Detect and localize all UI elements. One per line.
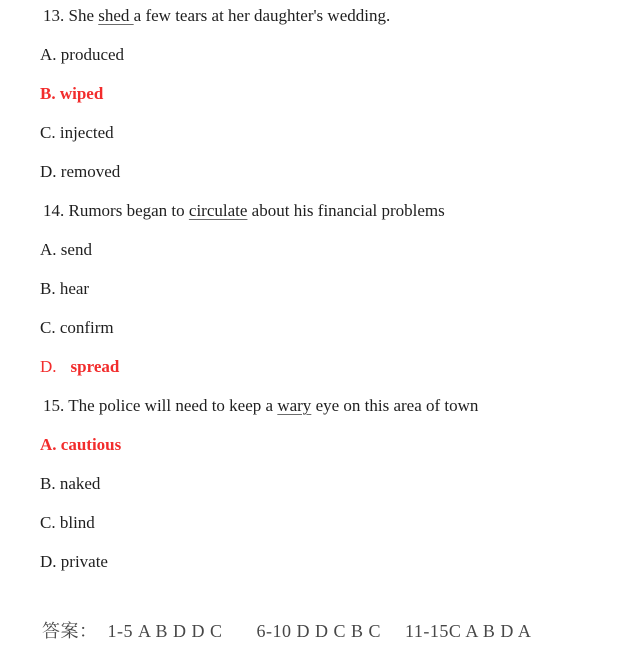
question-13-stem [0, 0, 620, 35]
option-text: send [60, 240, 92, 259]
option-text: cautious [60, 435, 122, 454]
question-15-option-b [0, 464, 620, 503]
option-text: naked [59, 474, 101, 493]
option-text: private [60, 552, 108, 571]
question-14-text-after: about his financial problems [247, 201, 445, 220]
question-13-underlined-word: shed [98, 6, 134, 25]
answer-key-group-6-10: 6-10 D D C B C [256, 621, 382, 641]
question-15-stem [0, 386, 620, 425]
option-text: wiped [59, 84, 104, 103]
question-15-option-d [0, 542, 620, 581]
question-13-number: 13. [43, 6, 69, 25]
answer-key-group-11-15: 11-15C A B D A [405, 621, 532, 641]
question-14-option-a [0, 230, 620, 269]
question-14-stem [0, 191, 620, 230]
question-13-text-after: a few tears at her daughter's wedding. [133, 6, 391, 25]
option-label: C. [40, 513, 60, 532]
option-text: removed [60, 162, 121, 181]
option-label: B. [40, 84, 60, 103]
option-text: spread [70, 357, 120, 376]
option-text: injected [59, 123, 114, 142]
question-14-text-before: Rumors began to [68, 201, 189, 220]
question-13-text-before: She [68, 6, 99, 25]
option-text: produced [60, 45, 125, 64]
question-13-option-b-correct [0, 74, 620, 113]
question-15-option-c [0, 503, 620, 542]
option-label: C. [40, 318, 60, 337]
option-label: C. [40, 123, 60, 142]
question-15-text-before: The police will need to keep a [68, 396, 278, 415]
question-14-number: 14. [43, 201, 69, 220]
question-15-underlined-word: wary [277, 396, 312, 415]
question-15-number: 15. [43, 396, 69, 415]
question-14-option-b [0, 269, 620, 308]
answer-key-label: 答案： [42, 621, 98, 641]
question-13-option-d [0, 152, 620, 191]
question-15-text-after: eye on this area of town [311, 396, 479, 415]
answer-key-line [0, 617, 620, 645]
option-label: A. [40, 240, 61, 259]
question-13-option-c [0, 113, 620, 152]
option-text: confirm [59, 318, 114, 337]
question-15-option-a-correct [0, 425, 620, 464]
option-label: D. [40, 357, 57, 376]
option-text: blind [59, 513, 95, 532]
question-14-option-d-correct [0, 347, 620, 386]
option-label: A. [40, 435, 61, 454]
question-14-underlined-word: circulate [188, 201, 248, 220]
option-label: D. [40, 552, 61, 571]
answer-key-group-1-5: 1-5 A B D D C [107, 621, 223, 641]
option-label: D. [40, 162, 61, 181]
question-13-option-a [0, 35, 620, 74]
option-text: hear [59, 279, 90, 298]
option-label: B. [40, 474, 60, 493]
option-label: B. [40, 279, 60, 298]
option-label: A. [40, 45, 61, 64]
question-14-option-c [0, 308, 620, 347]
